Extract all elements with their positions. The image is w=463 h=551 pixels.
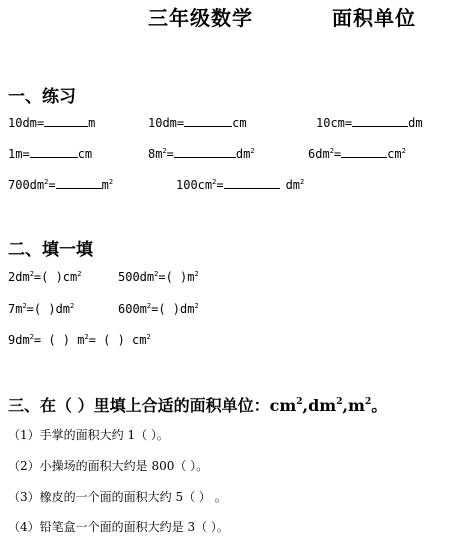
exercise-2 [148,116,247,130]
exercise-6 [308,147,406,161]
square-superscript: 2 [364,397,372,407]
square-superscript: 2 [194,270,199,278]
section3-heading-text: 三、在（ ）里填上合适的面积单位：cm [8,396,297,415]
square-superscript: 2 [250,147,255,155]
equals-sign: = [48,178,56,192]
square-superscript: 2 [29,270,34,278]
exercise-unit: dm [235,147,251,161]
answer-blank[interactable] [44,116,88,127]
exercise-7 [8,178,113,192]
square-superscript: 2 [146,302,152,310]
fill-text: 2dm [8,270,30,284]
exercise-text: 100cm [176,178,213,192]
square-superscript: 2 [84,333,89,341]
square-superscript: 2 [22,302,27,310]
section1-heading: 一、练习 [8,87,76,107]
square-superscript: 2 [336,397,343,407]
unit-m: ,m [342,396,365,415]
exercise-5 [148,147,255,161]
fill-text: 7m [8,302,23,316]
square-superscript: 2 [44,178,49,186]
fill-blank-text[interactable]: = ( ) m [33,333,85,347]
exercise-unit: cm [232,116,247,130]
square-superscript: 2 [329,147,334,155]
fill-item-3 [8,302,74,316]
question-1: （1）手掌的面积大约 1（ ）。 [8,428,169,442]
exercise-unit: cm [77,147,93,161]
answer-blank[interactable] [174,147,236,158]
square-superscript: 2 [296,397,303,407]
section2-heading: 二、填一填 [8,240,93,260]
equals-sign: = [333,147,342,161]
question-4: （4）铅笔盒一个面的面积大约是 3（ ）。 [8,520,229,534]
fill-blank-text[interactable]: =( )dm [151,302,195,316]
square-superscript: 2 [29,333,34,341]
equals-sign: = [166,147,174,161]
title-grade-math: 三年级数学 [148,6,253,30]
fill-blank-text[interactable]: =( )cm [33,270,78,284]
answer-blank[interactable] [30,147,78,158]
exercise-text: 10dm= [148,116,185,130]
fill-blank-text[interactable]: =( )dm [26,302,71,316]
unit-dm: ,dm [302,396,337,415]
question-2: （2）小操场的面积大约是 800（ ）。 [8,459,209,473]
period: 。 [371,396,388,415]
square-superscript: 2 [146,333,151,341]
exercise-text: 1m= [8,147,30,161]
exercise-text: 8m [148,147,163,161]
square-superscript: 2 [194,302,199,310]
square-superscript: 2 [77,270,82,278]
square-superscript: 2 [70,302,75,310]
question-3: （3）橡皮的一个面的面积大约 5（ ） 。 [8,490,227,504]
fill-item-5 [8,333,151,347]
exercise-text: 10dm= [8,116,45,130]
exercise-8 [176,178,304,192]
fill-item-2 [118,270,199,284]
fill-text: 600m [118,302,147,316]
exercise-1 [8,116,95,130]
exercise-text: 6dm [308,147,330,161]
answer-blank[interactable] [224,178,280,189]
square-superscript: 2 [212,178,217,186]
answer-blank[interactable] [56,178,102,189]
square-superscript: 2 [300,178,305,186]
square-superscript: 2 [154,270,159,278]
fill-text: 500dm [118,270,155,284]
fill-blank-text[interactable]: =( )m [158,270,195,284]
exercise-text: 700dm [8,178,45,192]
square-superscript: 2 [108,178,114,186]
fill-text: 9dm [8,333,30,347]
fill-blank-text[interactable]: = ( ) cm [88,333,147,347]
answer-blank[interactable] [341,147,387,158]
exercise-unit: dm [408,116,423,130]
fill-item-1 [8,270,81,284]
exercise-unit: m [101,178,109,192]
title-area-units: 面积单位 [332,6,416,30]
exercise-3 [316,116,423,130]
exercise-unit: m [88,116,96,130]
square-superscript: 2 [401,147,406,155]
answer-blank[interactable] [352,116,408,127]
exercise-4 [8,147,92,161]
square-superscript: 2 [162,147,167,155]
exercise-unit: dm [285,178,301,192]
exercise-text: 10cm= [316,116,353,130]
equals-sign: = [216,178,224,192]
section3-heading [8,393,387,416]
answer-blank[interactable] [184,116,232,127]
exercise-unit: cm [387,147,402,161]
fill-item-4 [118,302,199,316]
